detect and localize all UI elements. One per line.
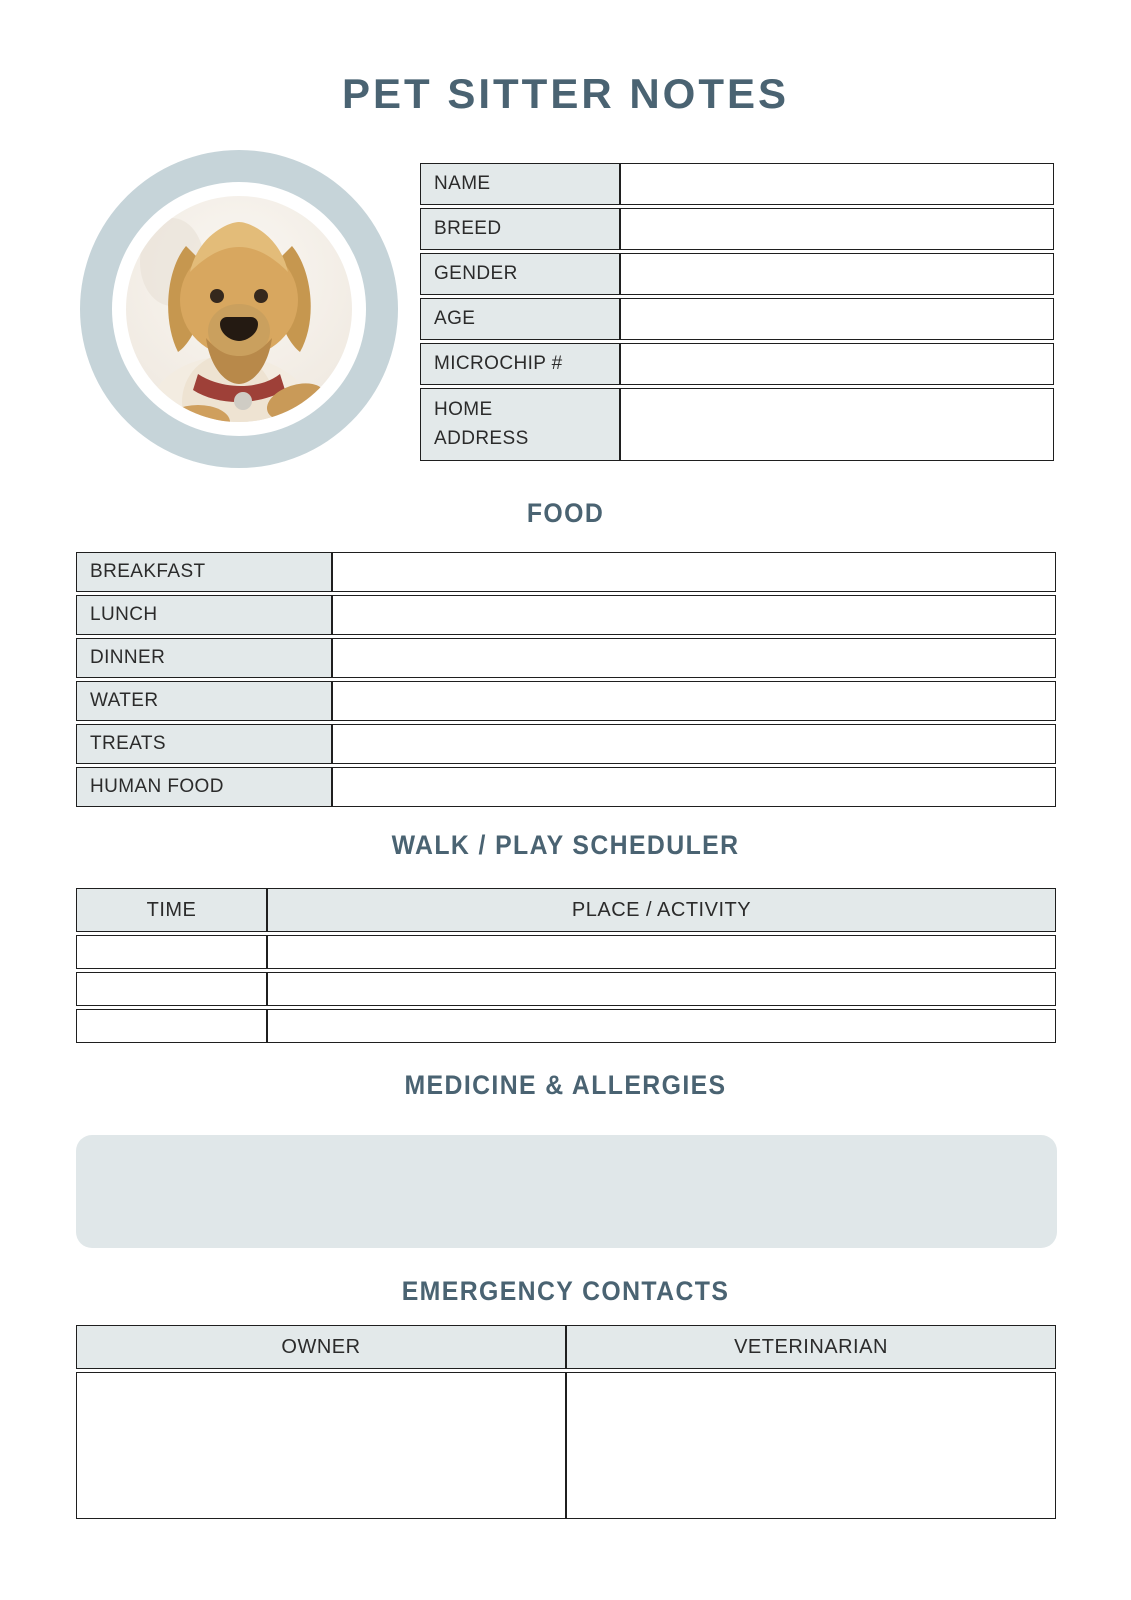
- table-row: [76, 1009, 1056, 1043]
- pet-info-label-gender: GENDER: [420, 253, 620, 295]
- table-header-row: [76, 888, 1056, 932]
- pet-info-label-home-address-text: HOME ADDRESS: [434, 399, 529, 449]
- food-value-dinner[interactable]: [332, 638, 1056, 678]
- food-value-treats[interactable]: [332, 724, 1056, 764]
- table-row: [76, 935, 1056, 969]
- table-row: [420, 388, 1054, 461]
- food-label-treats: TREATS: [76, 724, 332, 764]
- food-value-breakfast[interactable]: [332, 552, 1056, 592]
- table-row: [76, 724, 1056, 764]
- food-table: [76, 549, 1056, 810]
- pet-photo-frame: [80, 150, 398, 468]
- medicine-notes-box[interactable]: [76, 1135, 1057, 1248]
- pet-info-value-age[interactable]: [620, 298, 1054, 340]
- table-row: [76, 681, 1056, 721]
- emergency-contacts-table: [76, 1322, 1056, 1522]
- pet-info-label-age: AGE: [420, 298, 620, 340]
- food-label-human-food: HUMAN FOOD: [76, 767, 332, 807]
- pet-info-value-breed[interactable]: [620, 208, 1054, 250]
- table-row: [420, 343, 1054, 385]
- walk-place-cell-1[interactable]: [267, 935, 1056, 969]
- food-label-dinner: DINNER: [76, 638, 332, 678]
- walk-time-cell-1[interactable]: [76, 935, 267, 969]
- table-row: [420, 253, 1054, 295]
- table-row: [76, 638, 1056, 678]
- pet-info-value-home-address[interactable]: [620, 388, 1054, 461]
- table-row: [76, 1372, 1056, 1519]
- medicine-allergies-heading: MEDICINE & ALLERGIES: [404, 1070, 727, 1100]
- table-row: [420, 208, 1054, 250]
- pet-info-label-breed: BREED: [420, 208, 620, 250]
- walk-play-heading: WALK / PLAY SCHEDULER: [391, 830, 740, 860]
- food-value-lunch[interactable]: [332, 595, 1056, 635]
- table-row: [76, 552, 1056, 592]
- table-row: [420, 298, 1054, 340]
- pet-info-label-home-address: [420, 388, 620, 461]
- pet-info-table: [420, 160, 1054, 464]
- food-heading: FOOD: [526, 498, 605, 528]
- column-header-veterinarian: VETERINARIAN: [566, 1325, 1056, 1369]
- table-row: [420, 163, 1054, 205]
- pet-info-label-name: NAME: [420, 163, 620, 205]
- emergency-owner-cell[interactable]: [76, 1372, 566, 1519]
- pet-info-label-microchip: MICROCHIP #: [420, 343, 620, 385]
- page-title: PET SITTER NOTES: [341, 70, 790, 117]
- table-header-row: [76, 1325, 1056, 1369]
- pet-info-value-gender[interactable]: [620, 253, 1054, 295]
- column-header-time: TIME: [76, 888, 267, 932]
- food-label-lunch: LUNCH: [76, 595, 332, 635]
- emergency-veterinarian-cell[interactable]: [566, 1372, 1056, 1519]
- food-label-water: WATER: [76, 681, 332, 721]
- table-row: [76, 972, 1056, 1006]
- food-label-breakfast: BREAKFAST: [76, 552, 332, 592]
- column-header-owner: OWNER: [76, 1325, 566, 1369]
- pet-info-value-microchip[interactable]: [620, 343, 1054, 385]
- walk-place-cell-3[interactable]: [267, 1009, 1056, 1043]
- pet-info-value-name[interactable]: [620, 163, 1054, 205]
- column-header-place-activity: PLACE / ACTIVITY: [267, 888, 1056, 932]
- dog-photo-image: [80, 150, 398, 468]
- table-row: [76, 767, 1056, 807]
- food-value-human-food[interactable]: [332, 767, 1056, 807]
- walk-play-table: [76, 885, 1056, 1046]
- walk-place-cell-2[interactable]: [267, 972, 1056, 1006]
- walk-time-cell-3[interactable]: [76, 1009, 267, 1043]
- table-row: [76, 595, 1056, 635]
- food-value-water[interactable]: [332, 681, 1056, 721]
- walk-time-cell-2[interactable]: [76, 972, 267, 1006]
- emergency-contacts-heading: EMERGENCY CONTACTS: [401, 1276, 730, 1306]
